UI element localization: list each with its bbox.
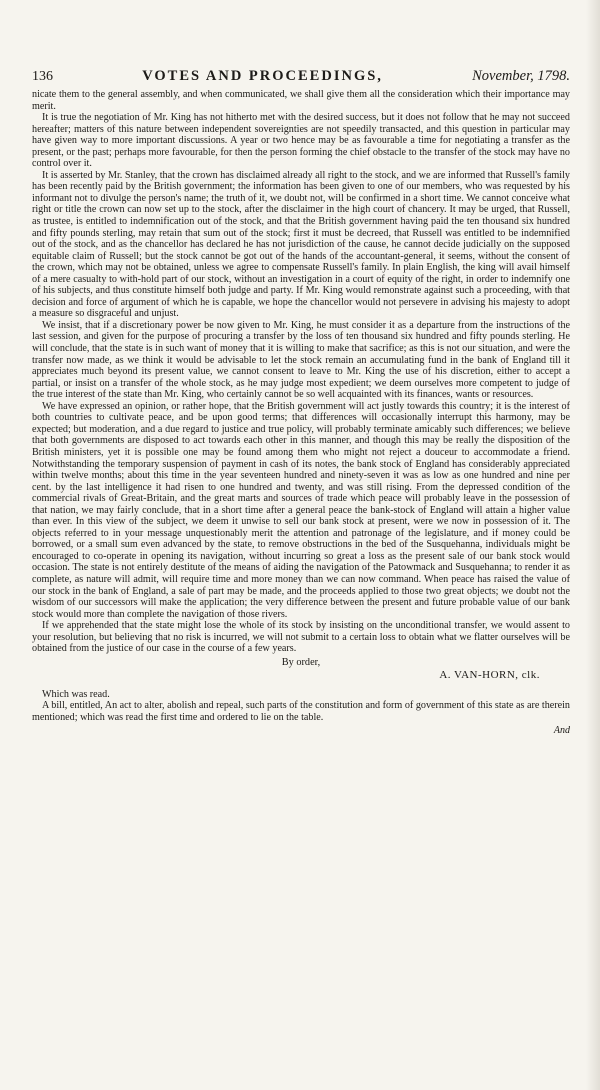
minutes-entry: A bill, entitled, An act to alter, abolish and repeal, such parts of the constitution and form of government of this state as are therein mentioned; which was read the first time and ordered to lie on the table. xyxy=(32,700,570,723)
paragraph: It is asserted by Mr. Stanley, that the crown has disclaimed already all right to the stock, and we are informed that Russell's family has been recently paid by the British government; the information has been given to one of our members, who was requested by his informant not to divulge the person's name; the truth of it, we doubt not, will be confirmed in a short time. We cannot conceive what right or title the crown can now set up to the stock, after the disclaimer in the high court of chancery. It may be urged, that Russell, as trustee, is entitled to indemnification out of the stock, and that the British government having paid the ten thousand six hundred and fifty pounds sterling, may retain that sum out of the stock; first it must be decreed, that Russell was entitled to be indemnified out of the stock, and as the chancellor has declared he has not jurisdiction of the cause, he cannot decide judicially on the supposed equitable claim of Russell; but the stock cannot be got out of the hands of the accountant-general, it seems, without the consent of the crown, which may not be obtained, unless we agree to compensate Russell's family. In plain English, the king will avail himself of a mere casualty to with-hold part of our stock, without an investigation in a court of equity of the right, in order to indemnify one of his subjects, and thus constitute himself both judge and party. If Mr. King would remonstrate against such a proceeding, with that decision and force of argument of which he is capable, we hope the chancellor would not persevere in advising his majesty to adopt a measure so disgraceful and unjust. xyxy=(32,169,570,320)
paragraph: It is true the negotiation of Mr. King has not hitherto met with the desired success, but it does not follow that he may not succeed hereafter; matters of this nature between independent sovereignties are not speedily transacted, and this question in particular may have given way to more important discussions. A year or two hence may be as favourable a time for negotiating a transfer as the present, or the past; perhaps more favourable, for then the person forming the chief obstacle to the transfer of the stock may have no control over it. xyxy=(32,112,570,170)
document-page xyxy=(32,68,570,736)
page-fold-shadow xyxy=(586,0,600,1090)
document-body xyxy=(32,89,570,655)
journal-title: VOTES AND PROCEEDINGS, xyxy=(142,68,383,84)
paragraph: We have expressed an opinion, or rather hope, that the British government will act justly towards this country; it is the interest of both countries to cultivate peace, and be upon good terms; that differences will occasionally interrupt this harmony, may be expected; but moderation, and a due regard to justice and true policy, will probably terminate amicably such differences; we believe that both governments are disposed to act towards each other in this manner, and though this may be really the disposition of the British ministers, yet it is possible one may be found among them who might not reject a douceur to accommodate a friend. Notwithstanding the temporary suspension of payment in cash of its notes, the bank stock of England has considerably appreciated within twelve months; about this time in the year seventeen hundred and ninety-seven it was as low as one hundred and nine per cent. by the last intelligence it had risen to one hundred and twenty, and was still rising. From the depressed condition of the commercial rivals of Great-Britain, and the great marts and sources of trade which peace will probably leave in the possession of that nation, we may fairly conclude, that in a short time after a general peace the bank-stock of England will attain a higher value than ever. In this view of the subject, we deem it unwise to sell our bank stock at present, were we now in possession of it. The objects referred to in your message unquestionably merit the attention and patronage of the legislature, and if money could be borrowed, or a small sum even advanced by the state, to remove obstructions in the bed of the Susquehanna, individuals might be encouraged to co-operate in opening its navigation, without incurring so great a loss as the present sale of our bank stock would occasion. The state is not entirely destitute of the means of aiding the navigation of the Patowmack and Susquehanna; to render it as complete, as nature will admit, will require time and more money than we can now command. When peace has raised the value of our stock in the bank of England, a sale of part may be made, and the proceeds applied to those two great objects; we doubt not the wisdom of our successors will make the application; the very difference between the present and future probable value of our bank stock would more than complete the navigation of those rivers. xyxy=(32,400,570,620)
minutes-entries xyxy=(32,689,570,724)
catchword: And xyxy=(553,725,570,737)
paragraph: We insist, that if a discretionary power be now given to Mr. King, he must consider it as a departure from the instructions of the last session, and given for the purpose of procuring a transfer by the loss of ten thousand six hundred and fifty pounds sterling. He will conclude, that the state is in such want of money that it is willing to make that sacrifice; as this is not our situation, and were the transfer now made, as we think it would be advisable to let the stock remain an accumulating fund in the bank of England till it appreciates much beyond its present value, we cannot consent to leave to Mr. King the use of his discretion, either to accept a partial, or insist on a transfer of the whole stock, as he may judge most expedient; we deem ourselves more competent to judge of the true interest of the state than Mr. King, who certainly cannot be so well acquainted with its finances, wants or resources. xyxy=(32,319,570,401)
page-number: 136 xyxy=(32,69,53,84)
header-date: November, 1798. xyxy=(472,68,570,84)
signoff xyxy=(32,657,570,681)
minutes-entry: Which was read. xyxy=(42,688,110,700)
spacer xyxy=(32,681,570,689)
paragraph: nicate them to the general assembly, and when communicated, we shall give them all the consideration which their importance may merit. xyxy=(32,89,570,112)
signer-name: A. VAN-HORN, clk. xyxy=(439,668,540,681)
running-header xyxy=(32,68,570,85)
by-order-line: By order, xyxy=(281,656,321,668)
paragraph: If we apprehended that the state might lose the whole of its stock by insisting on the unconditional transfer, we would assent to your resolution, but believing that no risk is incurred, we will not submit to a certain loss to obtain what we flatter ourselves will be obtained from the justice of our case in the course of a few years. xyxy=(32,620,570,655)
